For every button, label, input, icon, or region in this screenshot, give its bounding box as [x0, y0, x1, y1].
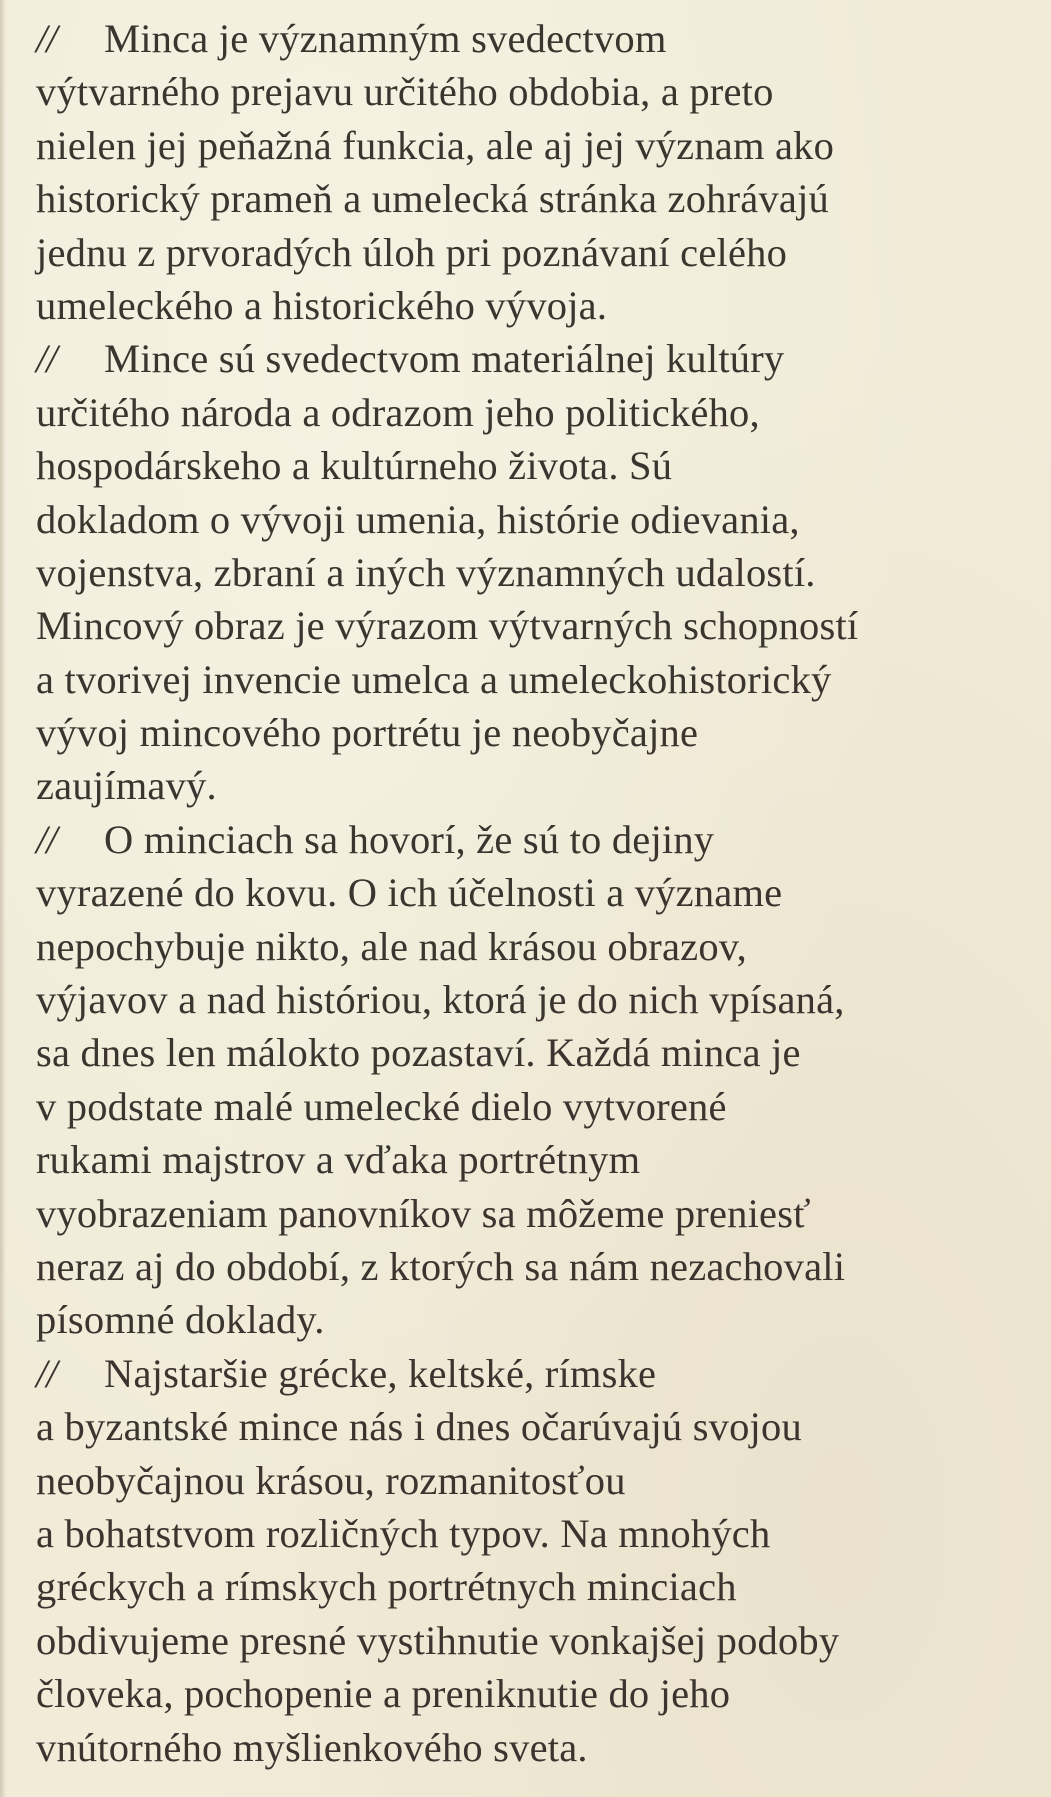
line-text: určitého národa a odrazom jeho politického, [36, 389, 760, 435]
line-text: v podstate malé umelecké dielo vytvorené [36, 1083, 727, 1129]
line-text: a byzantské mince nás i dnes očarúvajú svojou [36, 1404, 802, 1450]
line-text: neobyčajnou krásou, rozmanitosťou [36, 1457, 626, 1503]
line-text: výtvarného prejavu určitého obdobia, a preto [36, 69, 774, 115]
paragraph-line [36, 1400, 1036, 1453]
paragraph-line [36, 65, 1036, 118]
paragraph-line [36, 1507, 1036, 1560]
paragraph-line [36, 973, 1036, 1026]
line-text: vývoj mincového portrétu je neobyčajne [36, 710, 699, 756]
page-edge-shadow [0, 0, 6, 1797]
paragraph-line [36, 1026, 1036, 1079]
line-text: Minca je významným svedectvom [104, 16, 667, 61]
paragraph-first-line [36, 1347, 1036, 1400]
line-text: jednu z prvoradých úloh pri poznávaní celého [36, 229, 788, 275]
line-text: sa dnes len málokto pozastaví. Každá minca je [36, 1030, 801, 1076]
line-text: zaujímavý. [36, 763, 217, 809]
line-text: Mince sú svedectvom materiálnej kultúry [104, 336, 785, 382]
paragraph-line [36, 1080, 1036, 1133]
paragraph-line [36, 866, 1036, 919]
paragraph-line [36, 1293, 1036, 1346]
line-text: dokladom o vývoji umenia, histórie odievania, [36, 496, 800, 542]
line-text: vojenstva, zbraní a iných významných udalostí. [36, 549, 816, 595]
paragraph-marker: // [36, 16, 57, 61]
paragraph-marker: // [36, 816, 57, 862]
paragraph-line [36, 1133, 1036, 1186]
paragraph-line [36, 439, 1036, 492]
paragraph-line [36, 1560, 1036, 1613]
line-text: Najstaršie grécke, keltské, rímske [104, 1350, 657, 1396]
line-text: človeka, pochopenie a preniknutie do jeho [36, 1671, 731, 1717]
paragraph-first-line [36, 813, 1036, 866]
paragraph-line [36, 920, 1036, 973]
paragraph-line [36, 1187, 1036, 1240]
paragraph-line [36, 493, 1036, 546]
paragraph-marker: // [36, 1350, 57, 1396]
line-text: neraz aj do období, z ktorých sa nám nezachovali [36, 1243, 846, 1289]
paragraph-marker: // [36, 336, 57, 382]
line-text: vyobrazeniam panovníkov sa môžeme preniesť [36, 1190, 811, 1236]
paragraph-line [36, 279, 1036, 332]
paragraph-line [36, 1667, 1036, 1720]
line-text: umeleckého a historického vývoja. [36, 282, 608, 328]
paragraph-line [36, 386, 1036, 439]
line-text: obdivujeme presné vystihnutie vonkajšej podoby [36, 1617, 840, 1663]
line-text: vyrazené do kovu. O ich účelnosti a význame [36, 870, 783, 916]
line-text: O minciach sa hovorí, že sú to dejiny [104, 816, 715, 862]
line-text: výjavov a nad históriou, ktorá je do nich vpísaná, [36, 977, 845, 1023]
line-text: Mincový obraz je výrazom výtvarných schopností [36, 603, 859, 649]
paragraph-line [36, 759, 1036, 812]
paragraph-first-line [36, 332, 1036, 385]
paragraph-line [36, 172, 1036, 225]
body-text [36, 12, 1036, 1774]
paragraph-line [36, 226, 1036, 279]
paragraph-line [36, 706, 1036, 759]
line-text: gréckych a rímskych portrétnych minciach [36, 1564, 737, 1610]
paragraph-line [36, 599, 1036, 652]
paragraph-line [36, 653, 1036, 706]
paragraph-line [36, 546, 1036, 599]
line-text: nepochybuje nikto, ale nad krásou obrazov, [36, 923, 747, 969]
line-text: rukami majstrov a vďaka portrétnym [36, 1137, 641, 1183]
paragraph-line [36, 1721, 1036, 1774]
line-text: a tvorivej invencie umelca a umeleckohistorický [36, 656, 832, 702]
line-text: vnútorného myšlienkového sveta. [36, 1724, 588, 1770]
paragraph-line [36, 1454, 1036, 1507]
paragraph-line [36, 1240, 1036, 1293]
paragraph-line [36, 1614, 1036, 1667]
line-text: nielen jej peňažná funkcia, ale aj jej význam ako [36, 122, 835, 168]
line-text: písomné doklady. [36, 1297, 325, 1343]
line-text: a bohatstvom rozličných typov. Na mnohých [36, 1510, 771, 1556]
paragraph-line [36, 119, 1036, 172]
line-text: historický prameň a umelecká stránka zohrávajú [36, 176, 829, 222]
paragraph-first-line [36, 12, 1036, 65]
line-text: hospodárskeho a kultúrneho života. Sú [36, 443, 673, 489]
